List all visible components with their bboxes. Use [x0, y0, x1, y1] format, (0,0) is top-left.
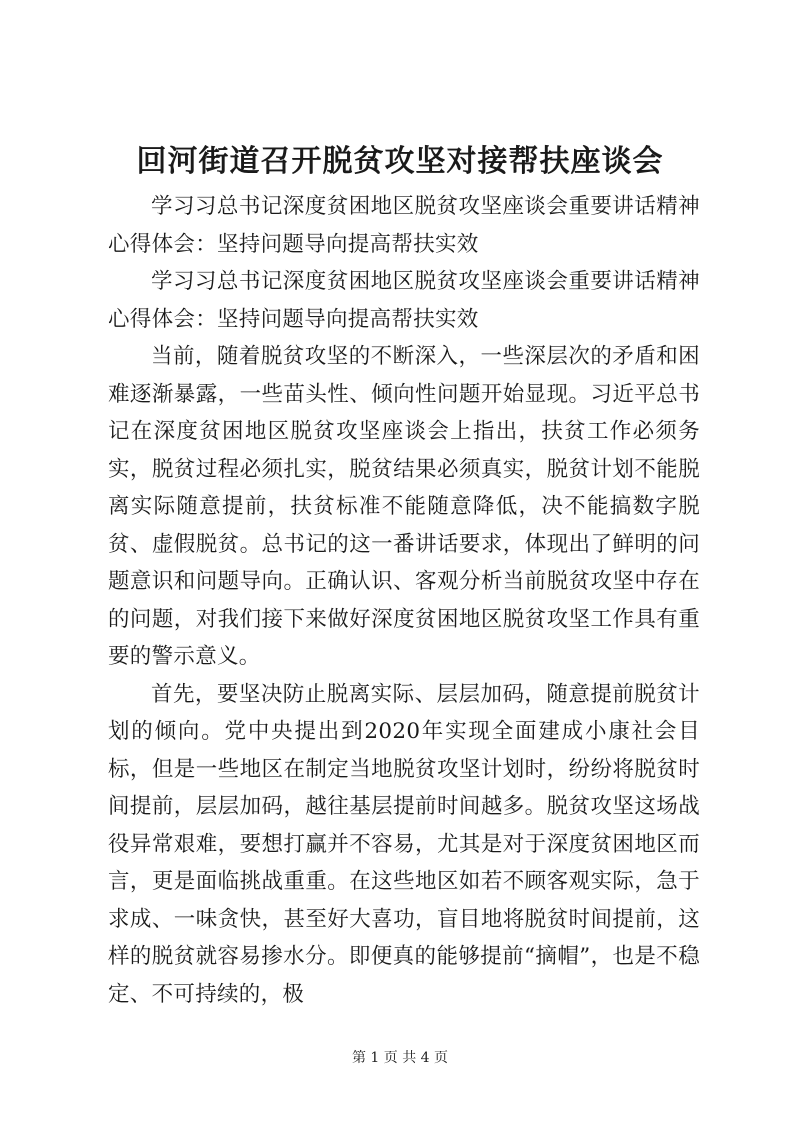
paragraph: 首先，要坚决防止脱离实际、层层加码，随意提前脱贫计划的倾向。党中央提出到2020年实现全面建成小康社会目标，但是一些地区在制定当地脱贫攻坚计划时，纷纷将脱贫时间提前，层层加码，越往基层提前时间越多。脱贫攻坚这场战役异常艰难，要想打赢并不容易，尤其是对于深度贫困地区而言，更是面临挑战重重。在这些地区如若不顾客观实际，急于求成、一味贪快，甚至好大喜功，盲目地将脱贫时间提前，这样的脱贫就容易掺水分。即便真的能够提前“摘帽”，也是不稳定、不可持续的，极 [108, 681, 700, 1007]
paragraph: 学习习总书记深度贫困地区脱贫攻坚座谈会重要讲话精神心得体会：坚持问题导向提高帮扶实效 [108, 194, 700, 257]
document-body [108, 188, 700, 1013]
page-footer: 第 1 页 共 4 页 [351, 1050, 449, 1066]
document-title: 回河街道召开脱贫攻坚对接帮扶座谈会 [136, 144, 664, 179]
paragraph: 当前，随着脱贫攻坚的不断深入，一些深层次的矛盾和困难逐渐暴露，一些苗头性、倾向性问题开始显现。习近平总书记在深度贫困地区脱贫攻坚座谈会上指出，扶贫工作必须务实，脱贫过程必须扎实，脱贫结果必须真实，脱贫计划不能脱离实际随意提前，扶贫标准不能随意降低，决不能搞数字脱贫、虚假脱贫。总书记的这一番讲话要求，体现出了鲜明的问题意识和问题导向。正确认识、客观分析当前脱贫攻坚中存在的问题，对我们接下来做好深度贫困地区脱贫攻坚工作具有重要的警示意义。 [108, 344, 700, 669]
paragraph: 学习习总书记深度贫困地区脱贫攻坚座谈会重要讲话精神心得体会：坚持问题导向提高帮扶实效 [108, 269, 700, 332]
